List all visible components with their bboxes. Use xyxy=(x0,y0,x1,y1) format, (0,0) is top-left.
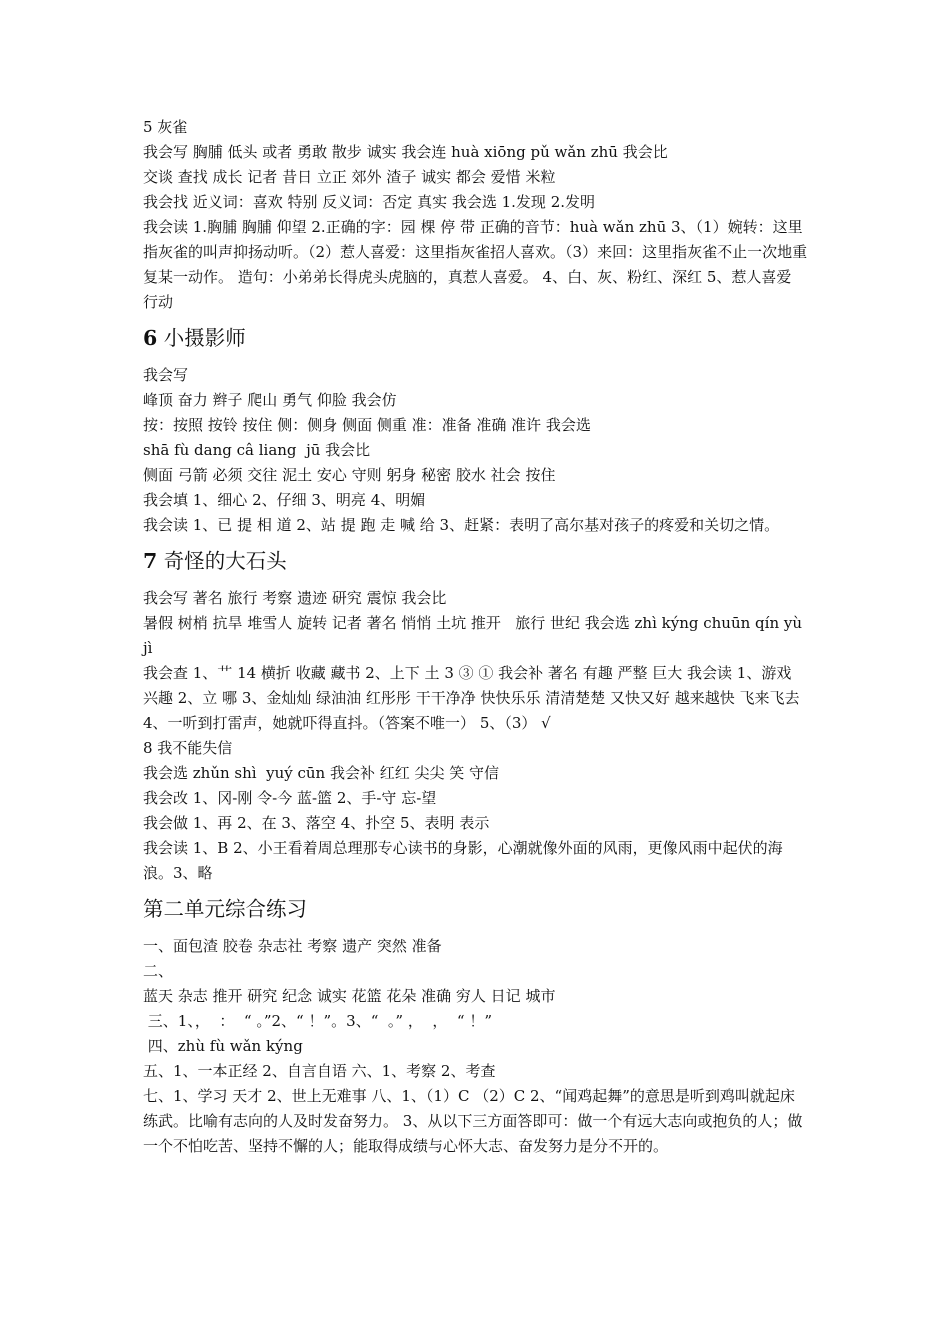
lesson-7-line: 暑假 树梢 抗旱 堆雪人 旋转 记者 著名 悄悄 土坑 推开 旅行 世纪 我会选 zhì kýng chuūn qín yù jì xyxy=(143,614,807,657)
lesson-8-line: 我会读 1、B 2、小王看着周总理那专心读书的身影，心潮就像外面的风雨，更像风雨中起伏的海浪。3、略 xyxy=(143,839,783,882)
lesson-6-line: 我会填 1、细心 2、仔细 3、明亮 4、明媚 xyxy=(143,491,426,509)
lesson-7-heading xyxy=(143,544,809,578)
lesson-6-line: 侧面 弓箭 必须 交往 泥土 安心 守则 躬身 秘密 胶水 社会 按住 xyxy=(143,466,556,484)
document-page xyxy=(143,115,809,1159)
lesson-6-line: 我会写 xyxy=(143,366,189,384)
lesson-6-line: shā fù dang câ liang jū 我会比 xyxy=(143,441,371,459)
lesson-6-heading xyxy=(143,321,809,355)
lesson-8-line: 我会做 1、再 2、在 3、落空 4、扑空 5、表明 表示 xyxy=(143,814,490,832)
lesson-6-line: 按：按照 按铃 按住 侧：侧身 侧面 侧重 准：准备 准确 准许 我会选 xyxy=(143,416,591,434)
unit-2-line: 七、1、学习 天才 2、世上无难事 八、1、（1）C （2）C 2、“闻鸡起舞”的意思是听到鸡叫就起床练武。比喻有志向的人及时发奋努力。 3、从以下三方面答即可：做一个有远大志向或抱负的人；做一个不怕吃苦、坚持不懈的人；能取得成绩与心怀大志、奋发努力是分不开的。 xyxy=(143,1087,803,1155)
unit-2-line: 四、zhù fù wǎn kýng xyxy=(143,1037,303,1055)
lesson-6-number: 6 xyxy=(143,326,158,350)
lesson-7-title: 奇怪的大石头 xyxy=(163,549,287,573)
unit-2-line: 三、1、， ： “ 。”2、“ ！”。3、“ 。” ， ， “ ！” xyxy=(143,1012,493,1030)
lesson-7-number: 7 xyxy=(143,549,158,573)
lesson-5-line: 我会写 胸脯 低头 或者 勇敢 散步 诚实 我会连 huà xiōng pǔ wǎn zhū 我会比 xyxy=(143,143,668,161)
unit-2-line: 二、 xyxy=(143,962,174,980)
lesson-6-title: 小摄影师 xyxy=(163,326,246,350)
lesson-6-line: 峰顶 奋力 辫子 爬山 勇气 仰脸 我会仿 xyxy=(143,391,397,409)
unit-2-line: 一、面包渣 胶卷 杂志社 考察 遗产 突然 准备 xyxy=(143,937,442,955)
lesson-5-line: 交谈 查找 成长 记者 昔日 立正 郊外 渣子 诚实 都会 爱惜 米粒 xyxy=(143,168,556,186)
lesson-6-line: 我会读 1、已 提 相 道 2、站 提 跑 走 喊 给 3、赶紧：表明了高尔基对孩子的疼爱和关切之情。 xyxy=(143,516,780,534)
unit-2-title: 第二单元综合练习 xyxy=(143,897,307,921)
lesson-7-line: 我会查 1、艹 14 横折 收藏 藏书 2、上下 土 3 ③ ① 我会补 著名 有趣 严整 巨大 我会读 1、游戏 兴趣 2、立 哪 3、金灿灿 绿油油 红彤彤 干干净净 快快乐乐 清清楚楚 又快又好 越来越快 飞来飞去 4、一听到打雷声，她就吓得直抖。（答案不唯一） 5、（3） √ xyxy=(143,664,805,732)
lesson-5-title: 5 灰雀 xyxy=(143,118,188,136)
unit-2-line: 五、1、一本正经 2、自言自语 六、1、考察 2、考查 xyxy=(143,1062,496,1080)
lesson-8-title: 8 我不能失信 xyxy=(143,739,233,757)
lesson-8-line: 我会改 1、冈-刚 令-今 蓝-篮 2、手-守 忘-望 xyxy=(143,789,437,807)
unit-2-line: 蓝天 杂志 推开 研究 纪念 诚实 花篮 花朵 准确 穷人 日记 城市 xyxy=(143,987,556,1005)
lesson-5-line: 我会读 1.胸脯 胸脯 仰望 2.正确的字：园 棵 停 带 正确的音节：huà wǎn zhū 3、（1）婉转：这里指灰雀的叫声抑扬动听。（2）惹人喜爱：这里指灰雀招人喜欢。（3）来回：这里指灰雀不止一次地重复某一动作。 造句：小弟弟长得虎头虎脑的，真惹人喜爱。 4、白、灰、粉红、深红 5、惹人喜爱 行动 xyxy=(143,218,808,311)
lesson-7-line: 我会写 著名 旅行 考察 遗迹 研究 震惊 我会比 xyxy=(143,589,447,607)
lesson-5-line: 我会找 近义词：喜欢 特别 反义词：否定 真实 我会选 1.发现 2.发明 xyxy=(143,193,596,211)
lesson-8-line: 我会选 zhǔn shì yuý cūn 我会补 红红 尖尖 笑 守信 xyxy=(143,764,500,782)
